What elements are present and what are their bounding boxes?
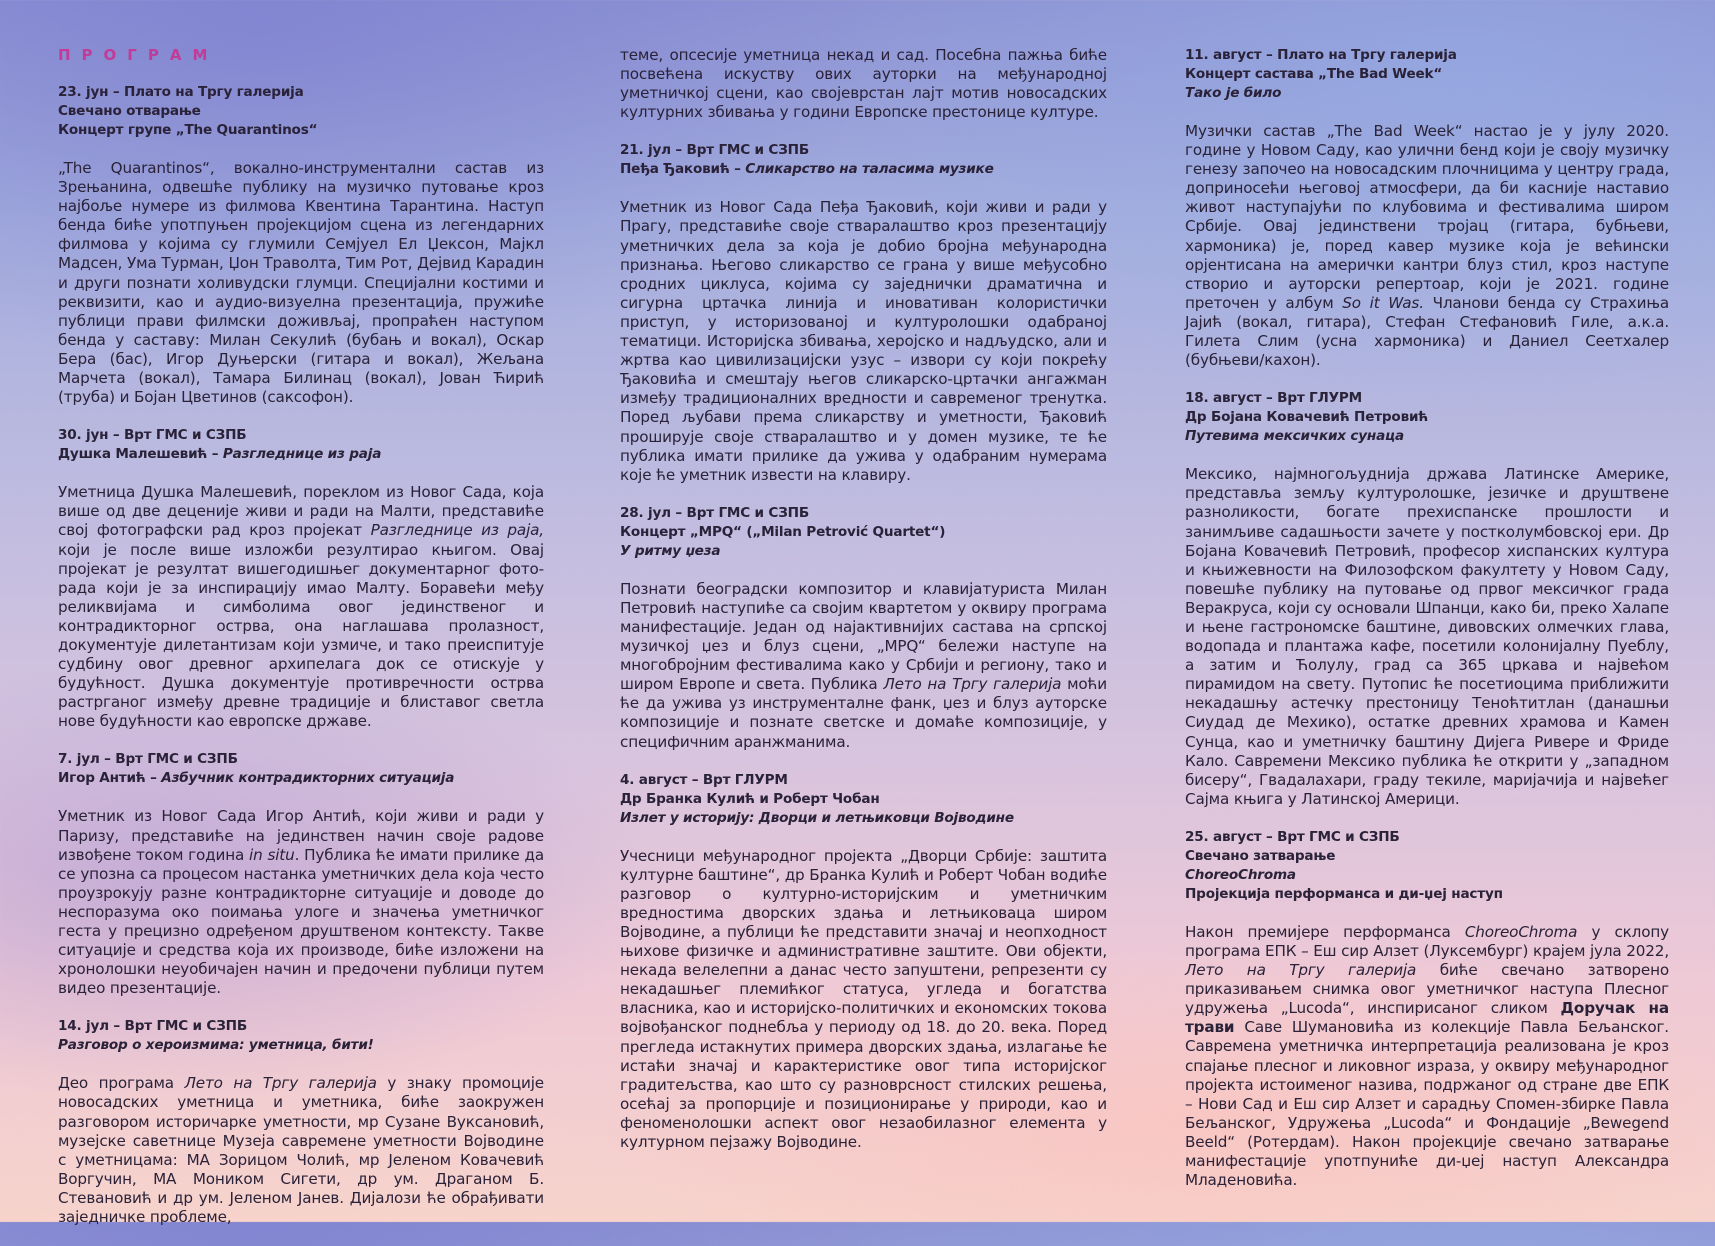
event-jun-23 <box>58 83 544 407</box>
desc-text: који је после више изложби резултирао књигом. Овај пројекат је резултат вишегодишњег документарног фото-рада који је за инспирацију имао Малту. Боравећи међу реликвијама и симболима овог јединственог и контрадикторног острва, она наглашава пролазност, документује дилетантизам који узмиче, и тако преиспитује судбину овог древног архипелага док се отискује у будућност. Душка документује противречности острва растрганог између древне традиције и блиставог светла нове будућности као европске државе. <box>58 540 544 731</box>
event-aug-4 <box>620 771 1107 1153</box>
event-author: Душка Малешевић – <box>58 446 223 463</box>
event-title: Концерт групе „The Quarantinos“ <box>58 122 318 138</box>
event-header <box>58 1017 544 1055</box>
event-header <box>58 426 544 464</box>
desc-italic: Лето на Тргу галерија <box>184 1074 377 1093</box>
event-description: Уметник из Новог Сада Пеђа Ђаковић, који живи и ради у Прагу, представиће своје стваралаштво кроз презентацију уметничких дела за која је добио бројна међународна признања. Његово сликарство се грана у више међусобно сродних циклуса, којима су заједнички драматична и сигурна цртачка линија и иновативан колористички приступ, у историзованој и културолошки одабраној тематици. Историјска збивања, херојско и надљудско, али и жртва као цивилизацијски узус – извори су који покрећу Ђаковића и смештају његов сликарско-цртачки ангажман између традиционалних вредности и савременог тренутка. Поред љубави према сликарству и уметности, Ђаковић проширује своје стваралаштво и у домен музике, те ће публика имати прилике да ужива у одабраним нумерама које ће уметник извести на клавиру. <box>620 198 1107 484</box>
event-subtitle: Свечано затварање <box>1185 847 1336 864</box>
event-header <box>1185 46 1669 103</box>
event-jul-7 <box>58 750 544 998</box>
event-date-venue: 11. август – Плато на Тргу галерија <box>1185 47 1457 63</box>
desc-text: Чланови бенда су Страхиња Јајић (вокал, гитара), Стефан Стефановић Гиле, а.к.а. Гилета Слим (усна хармоника) и Даниел Сеетхалер (бубњеви/кахон). <box>1185 293 1670 370</box>
event-title: Концерт „MPQ“ („Milan Petrović Quartet“) <box>620 523 946 540</box>
event-description <box>1185 923 1669 1190</box>
event-aug-11 <box>1185 46 1669 370</box>
desc-text: у знаку промоције новосадских уметница и уметника, биће заокружен разговором историчарке уметности, мр Сузане Вуксановић, музејске саветнице Музеја савремене уметности Војводине с уметницама: МА Зорицом Чолић, мр Јеленом Ковачевић Воргучин, МА Моником Сигети, др ум. Драганом Б. Стевановић и др ум. Јеленом Јанев. Дијалози ће обрађивати заједничке проблеме, <box>58 1074 544 1227</box>
desc-text: Уметник из Новог Сада Игор Антић, који живи и ради у Паризу, представиће на јединствен начин своје радове извођене током година <box>58 807 544 864</box>
event-header <box>620 771 1107 828</box>
event-description: „The Quarantinos“, вокално-инструментални састав из Зрењанина, одвешће публику на музичко путовање кроз најбоље нумере из филмова Квентина Тарантина. Наступ бенда биће употпуњен пројекцијом сцена из легендарних филмова у којима су глумили Семјуел Ел Џексон, Мајкл Мадсен, Ума Турман, Џон Траволта, Тим Рот, Дејвид Карадин и други познати холивудски глумци. Специјални костими и реквизити, као и аудио-визуелна презентација, пружиће публици прави филмски доживљај, пропраћен наступом бенда у саставу: Милан Секулић (бубањ и вокал), Оскар Бера (бас), Игор Дуњерски (гитара и вокал), Жељана Марчета (вокал), Тамара Билинац (вокал), Јован Ћирић (труба) и Бојан Цветинов (саксофон). <box>58 159 544 407</box>
event-work-title: Сликарство на таласима музике <box>745 161 994 178</box>
event-description <box>58 1074 544 1227</box>
desc-italic: Лето на Тргу галерија <box>1185 961 1417 980</box>
event-work-title: У ритму џеза <box>620 542 721 559</box>
event-description: Учесници међународног пројекта „Дворци Србије: заштита културне баштине“, др Бранка Кулић и Роберт Чобан водиће разговор о културно-историјским и уметничким вредностима дворских здања и летњиковаца широм Војводине, а публици ће представити значај и неопходност њихове физичке и административне заштите. Ови објекти, некада велелепни а данас често запуштени, репрезенти су некадашњег племићког статуса, угледа и богатства власника, као и историјско-политичких и економских токова војвођанског поднебља у периоду од 18. до 20. века. Поред прегледа истакнутих примера дворских здања, излагање ће истаћи значај и карактеристике овог типа историјског градитељства, као што су разноврсност стилских решења, осећај за пропорције и позиционирање у природи, као и феноменолошки аспект овог незаобилазног елемента у културном пејзажу Војводине. <box>620 846 1107 1152</box>
event-date-venue: 21. јул – Врт ГМС и СЗПБ <box>620 142 809 159</box>
event-description-continued: теме, опсесије уметница некад и сад. Посебна пажња биће посвећена искуству ових ауторки на међународној уметничкој сцени, као својеврстан лајт мотив новосадских културних збивања у години Европске престонице културе. <box>620 46 1107 122</box>
event-title <box>58 445 544 464</box>
event-description <box>620 580 1107 752</box>
event-header <box>1185 828 1669 904</box>
desc-text: Део програма <box>58 1074 185 1093</box>
desc-text: моћи ће да ужива уз инструменталне фанк, џез и блуз ауторске композиције и познате светске и домаће композиције, у специфичним аранжманима. <box>620 675 1107 751</box>
desc-text: Саве Шумановића из колекције Павла Бељанског. Савремена уметничка интерпретација реализована је кроз спајање плесног и ликовног израза, у оквиру међународног пројекта истоименог назива, подржаног од стране две ЕПК – Нови Сад и Еш сир Алзет и сарадњу Спомен-збирке Павла Бељанског, Удружења „Lucoda“ и Фондације „Bewegend Beeld“ (Ротердам). Након пројекције свечано затварање манифестације употпуниће ди-џеј наступ Александра Младеновића. <box>1185 1018 1669 1190</box>
event-author: Игор Антић – <box>58 770 162 787</box>
event-header <box>58 750 544 788</box>
event-description <box>58 483 544 731</box>
event-jul-21 <box>620 141 1107 484</box>
event-header <box>620 141 1107 179</box>
event-work-title: ChoreoChroma <box>1185 866 1296 883</box>
event-header <box>1185 389 1669 446</box>
event-title: Концерт састава „The Bad Week“ <box>1185 66 1443 82</box>
desc-text: у склопу програма ЕПК – Еш сир Алзет (Луксембург) крајем јула 2022, <box>1185 922 1669 960</box>
event-title: Др Бојана Ковачевић Петровић <box>1185 409 1429 426</box>
event-date-venue: 18. август – Врт ГЛУРМ <box>1185 390 1362 407</box>
event-aug-25 <box>1185 828 1669 1190</box>
desc-text: Након премијере перформанса <box>1185 922 1465 941</box>
desc-text: биће свечано затворено приказивањем снимка овог уметничког наступа Плесног удружења „Lucoda“, инспирисаног сликом <box>1185 961 1670 1018</box>
event-work-title: Разговор о хероизмима: уметница, бити! <box>58 1037 374 1054</box>
event-work-title: Разгледнице из раја <box>222 446 382 463</box>
event-work-title: Излет у историју: Дворци и летњиковци Војводине <box>620 809 1014 826</box>
desc-italic: ChoreoChroma <box>1464 922 1578 941</box>
event-title: Пројекција перформанса и ди-џеј наступ <box>1185 885 1503 902</box>
event-description <box>1185 122 1669 370</box>
event-date-venue: 25. август – Врт ГМС и СЗПБ <box>1185 828 1400 845</box>
event-header <box>620 504 1107 561</box>
event-author: Пеђа Ђаковић – <box>620 161 746 178</box>
desc-italic: Разгледнице из раја, <box>370 521 544 540</box>
event-work-title: Тако је било <box>1185 85 1282 101</box>
program-heading: ПРОГРАМ <box>58 46 219 64</box>
desc-italic: Лето на Тргу галерија <box>883 675 1062 694</box>
event-jul-28 <box>620 504 1107 752</box>
event-title: Др Бранка Кулић и Роберт Чобан <box>620 790 880 807</box>
desc-text: . Публика ће имати прилике да се упозна са процесом настанка уметничких дела која често проузрокују разне контрадикторне ситуације и доводе до неспоразума око поимања улоге и значења уметничког геста у прецизно одређеном друштвеном контексту. Такве ситуације и средства која их производе, биће изложени на хронолошки неуобичајен начин и предочени публици путем видео презентације. <box>58 845 544 998</box>
desc-italic: in situ <box>249 845 295 864</box>
event-title <box>58 769 544 788</box>
column-2 <box>620 46 1107 1171</box>
event-date-venue: 28. јул – Врт ГМС и СЗПБ <box>620 504 809 521</box>
event-jun-30 <box>58 426 544 731</box>
event-date-venue: 14. јул – Врт ГМС и СЗПБ <box>58 1018 247 1035</box>
event-aug-18 <box>1185 389 1669 809</box>
event-date-venue: 7. јул – Врт ГМС и СЗПБ <box>58 751 238 768</box>
event-jul-14 <box>58 1017 544 1227</box>
event-description: Мексико, најмногољуднија држава Латинске Америке, представља земљу културолошке, језичке и друштвене разноликости, богате прехиспанске прошлости и занимљиве садашњости зачете у постколумбовској ери. Др Бојана Ковачевић Петровић, професор хиспанских култура и књижевности на Филозофском факултету у Новом Саду, повешће публику на путовање од првог мексичког града Веракруса, који су основали Шпанци, како би, преко Халапе и њене гастрономске баштине, дивовских олмечких глава, водопада и плантажа кафе, посетили колонијалну Пуеблу, а затим и Ћолулу, град са 365 цркава и највећом пирамидом на свету. Путопис ће посетиоцима приближити некадашњу астечку престоницу Теноћтитлан (данашњи Сиудад де Мехико), остатке древних храмова и Камен Сунца, као и уметничку баштину Дијега Ривере и Фриде Кало. Савремени Мексико публика ће открити у „западном бисеру“, Гвадалахари, граду текиле, маријачија и највећег Сајма књига у Латинској Америци. <box>1185 465 1669 808</box>
desc-bold: Доручак на трави <box>1185 999 1670 1037</box>
event-header <box>58 83 544 140</box>
desc-text: Уметница Душка Малешевић, пореклом из Новог Сада, која више од две деценије живи и ради на Малти, представиће свој фотографски рад кроз пројекат <box>58 483 544 540</box>
event-date-venue: 30. јун – Врт ГМС и СЗПБ <box>58 427 247 444</box>
event-date-venue: 23. јун – Плато на Тргу галерија <box>58 84 304 100</box>
desc-text: Музички састав „The Bad Week“ настао је у јулу 2020. године у Новом Саду, као улични бенд који је своју музичку генезу започео на новосадским плочницима у центру града, доприносећи његовој атмосфери, да би касније наставио живот наступајући по клубовима и фестивалима широм Србије. Овај јединствени тројац (гитара, бубњеви, хармоника) је, поред кавер музике која је већински орјентисана на амерички кантри блуз стил, кроз наступе створио и ауторски репертоар, који је 2021. године преточен у албум <box>1185 122 1669 312</box>
event-description <box>58 807 544 998</box>
column-1 <box>58 46 544 1246</box>
event-work-title: Путевима мексичких сунаца <box>1185 428 1404 445</box>
event-subtitle: Свечано отварање <box>58 103 201 119</box>
event-work-title: Азбучник контрадикторних ситуација <box>161 770 455 787</box>
column-3 <box>1185 46 1669 1209</box>
event-title <box>620 160 1107 179</box>
event-date-venue: 4. август – Врт ГЛУРМ <box>620 771 788 788</box>
desc-text: Познати београдски композитор и клавијатуриста Милан Петровић наступиће са својим квартетом у оквиру програма манифестације. Један од најактивнијих састава на српској музичкој џез и блуз сцени, „MPQ“ бележи наступе на многобројним фестивалима како у Србији и региону, тако и широм Европе и света. Публика <box>620 579 1107 694</box>
desc-italic: So it Was. <box>1342 293 1424 312</box>
